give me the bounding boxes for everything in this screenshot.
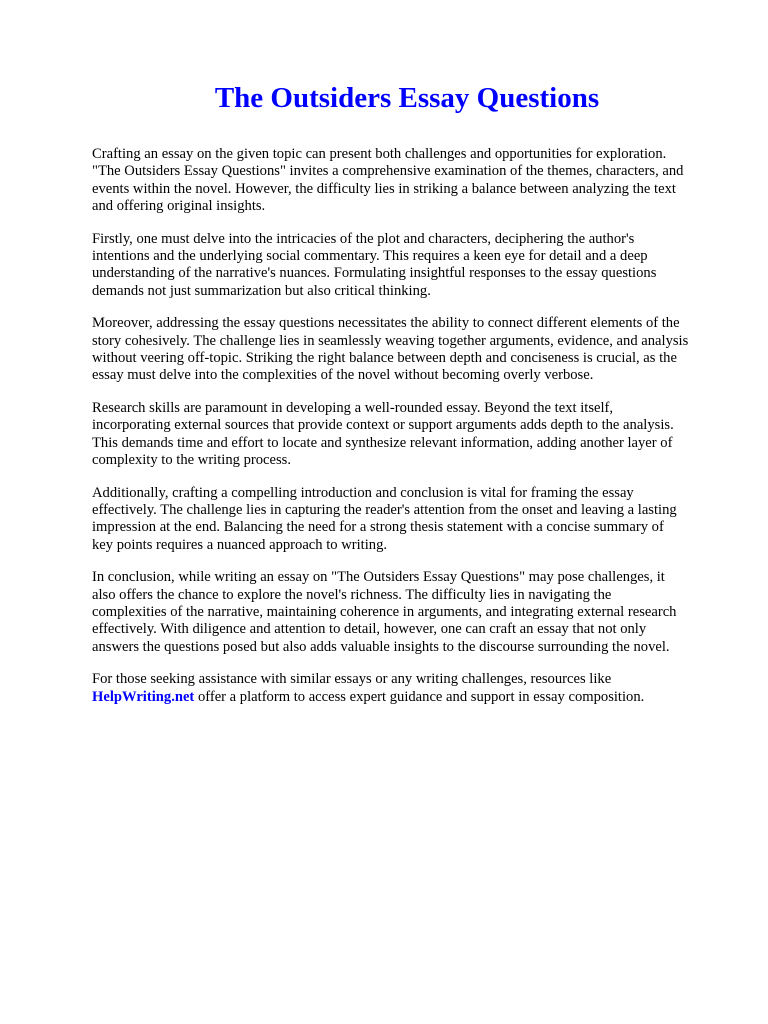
paragraph-research: Research skills are paramount in developing a well-rounded essay. Beyond the text itself, incorporating external sources that provide context or support arguments adds depth to the analysis. This demands time and effort to locate and synthesize relevant information, adding another layer of complexity to the writing process.	[92, 399, 674, 469]
paragraph-conclusion: In conclusion, while writing an essay on "The Outsiders Essay Questions" may pose challenges, it also offers the chance to explore the novel's richness. The difficulty lies in navigating the complexities of the narrative, maintaining coherence in arguments, and integrating external research effectively. With diligence and attention to detail, however, one can craft an essay that not only answers the questions posed but also adds valuable insights to the discourse surrounding the novel.	[92, 569, 677, 655]
paragraph-intro: Crafting an essay on the given topic can present both challenges and opportunities for exploration. "The Outsiders Essay Questions" invites a comprehensive examination of the themes, characters, and events within the novel. However, the difficulty lies in striking a balance between analyzing the text and offering original insights.	[92, 146, 684, 215]
paragraph-resources	[92, 671, 732, 706]
document-title: The Outsiders Essay Questions	[214, 82, 600, 114]
helpwriting-link[interactable]: HelpWriting.net	[92, 688, 195, 705]
paragraph-moreover: Moreover, addressing the essay questions necessitates the ability to connect different elements of the story cohesively. The challenge lies in seamlessly weaving together arguments, evidence, and analysis without veering off-topic. Striking the right balance between depth and conciseness is crucial, as the essay must delve into the complexities of the novel without becoming overly verbose.	[92, 315, 689, 384]
paragraph-firstly: Firstly, one must delve into the intricacies of the plot and characters, deciphering the author's intentions and the underlying social commentary. This requires a keen eye for detail and a deep understanding of the narrative's nuances. Formulating insightful responses to the essay questions demands not just summarization but also critical thinking.	[92, 230, 657, 299]
document-body	[92, 146, 732, 721]
resources-text-before-link: For those seeking assistance with similar essays or any writing challenges, resources like	[92, 671, 612, 688]
paragraph-additionally: Additionally, crafting a compelling introduction and conclusion is vital for framing the essay effectively. The challenge lies in capturing the reader's attention from the onset and leaving a lasting impression at the end. Balancing the need for a strong thesis statement with a concise summary of key points requires a nuanced approach to writing.	[92, 484, 677, 553]
resources-text-after-link: offer a platform to access expert guidance and support in essay composition.	[194, 688, 645, 705]
